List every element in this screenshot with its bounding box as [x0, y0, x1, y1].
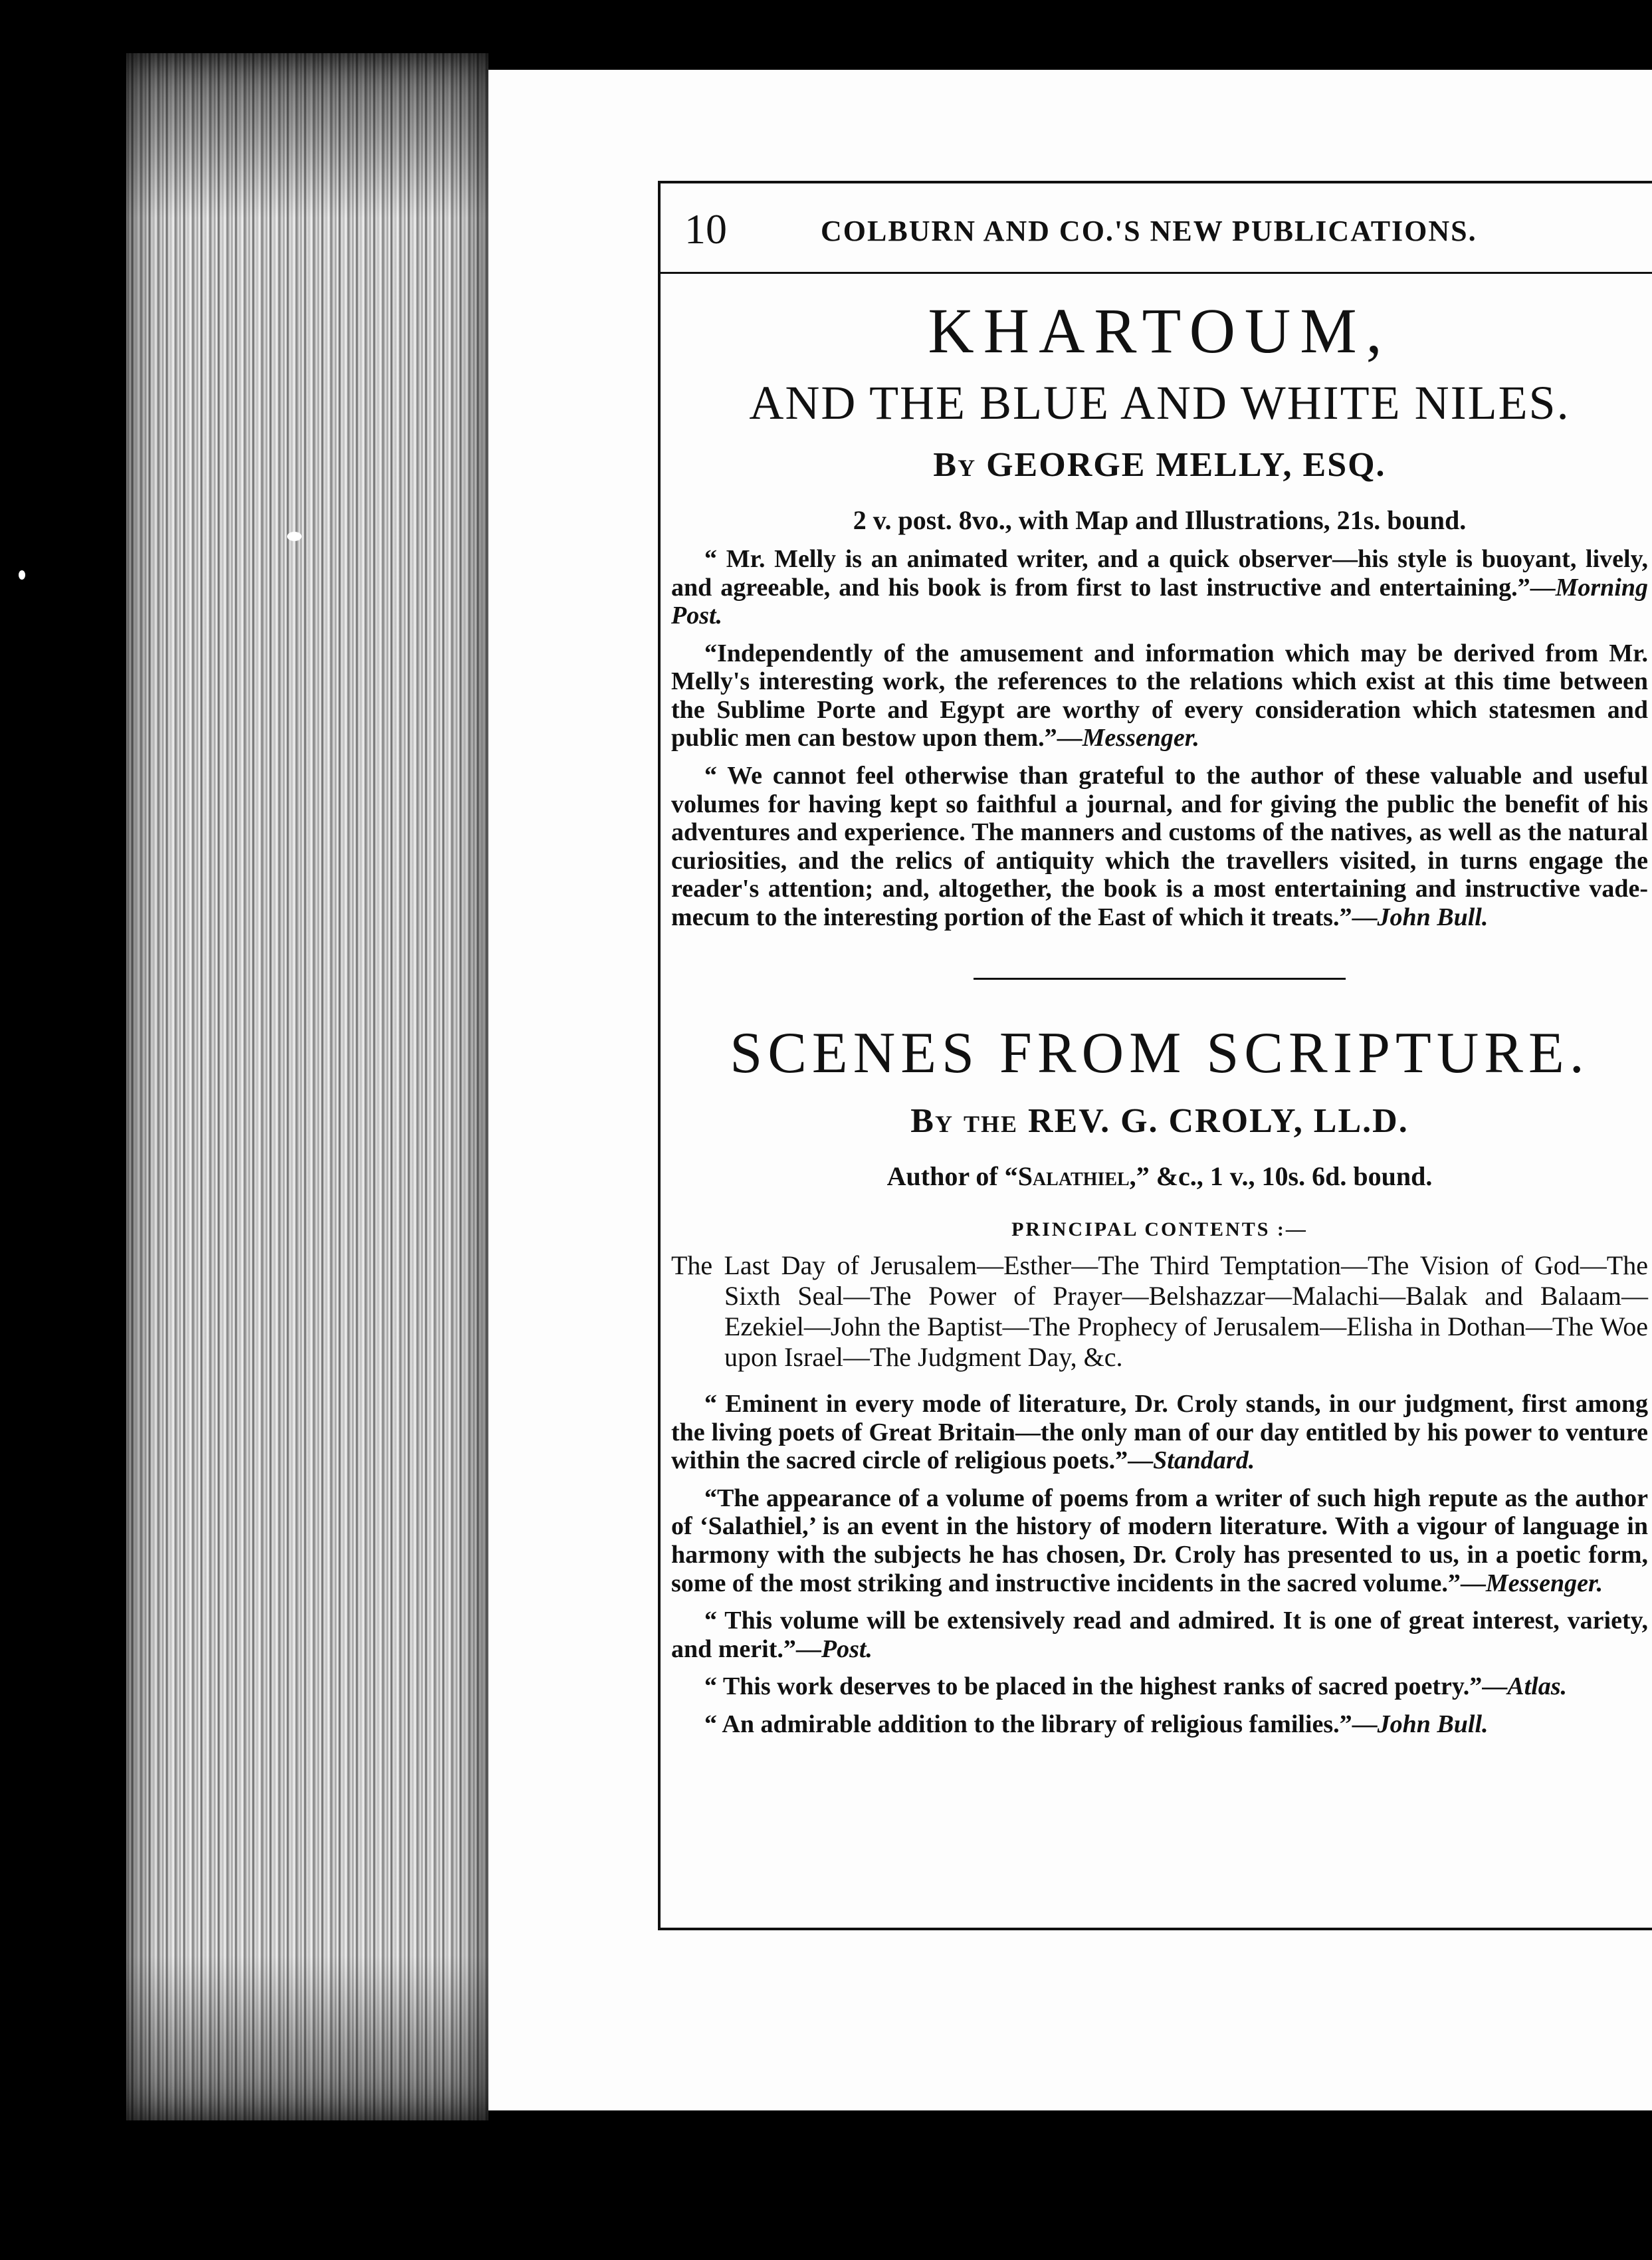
review-text: “ Mr. Melly is an animated writer, and a quick observer—his style is buoyant, lively, and agreeable, and his book is from first to last instructive and entertaining.”— — [671, 545, 1648, 602]
details-prefix: Author of “ — [886, 1161, 1018, 1192]
scan-speck — [19, 570, 25, 580]
review-text: “ This volume will be extensively read and admired. It is one of great interest, variety, and merit.”— — [671, 1607, 1648, 1663]
running-head: COLBURN AND CO.'S NEW PUBLICATIONS. — [821, 215, 1477, 247]
book-listing-scenes-from-scripture — [671, 1020, 1648, 1738]
author-name: REV. G. CROLY, LL.D. — [1028, 1102, 1409, 1141]
section-divider — [974, 978, 1346, 980]
review-text: “The appearance of a volume of poems from a writer of such high repute as the author of ‘Salathiel,’ is an event in the history of modern literature. With a vigour of language in harmony with the subjects he has chosen, Dr. Croly has presented to us, in a poetic form, some of the most striking and instructive incidents in the sacred volume.”— — [671, 1484, 1648, 1597]
page-content — [671, 292, 1648, 1738]
details-suffix: ” &c., 1 v., 10s. 6d. bound. — [1136, 1161, 1433, 1192]
review-text: “ Eminent in every mode of literature, Dr. Croly stands, in our judgment, first among the living poets of Great Britain—the only man of our day entitled by his power to venture within the sacred circle of religious poets.”— — [671, 1390, 1648, 1475]
review-quote — [671, 1607, 1648, 1663]
review-quote — [671, 762, 1648, 931]
review-quote — [671, 1390, 1648, 1475]
book-title: SCENES FROM SCRIPTURE. — [730, 1021, 1590, 1086]
review-source: Morning Post. — [671, 573, 1648, 630]
details-work-title: Salathiel, — [1017, 1161, 1136, 1192]
author-name: GEORGE MELLY, ESQ. — [986, 446, 1386, 485]
book-subtitle: AND THE BLUE AND WHITE NILES. — [749, 376, 1570, 430]
review-quote — [671, 1484, 1648, 1597]
review-source: John Bull. — [1377, 903, 1489, 931]
review-text: “ We cannot feel otherwise than grateful to the author of these valuable and useful volumes for having kept so faithful a journal, and for giving the public the benefit of his adventures and experience. The manners and customs of the natives, as well as the natural curiosities, and the relics of antiquity which the travellers visited, in turns engage the reader's attention; and, altogether, the book is a most entertaining and instructive vade-mecum to the interesting portion of the East of which it treats.”— — [671, 762, 1648, 931]
book-page-edge — [126, 53, 488, 2120]
review-text: “ This work deserves to be placed in the highest ranks of sacred poetry.”— — [704, 1672, 1508, 1701]
review-quote — [671, 639, 1648, 752]
book-byline — [671, 1101, 1648, 1141]
review-quote — [671, 1672, 1648, 1701]
review-text: “Independently of the amusement and information which may be derived from Mr. Melly's interesting work, the references to the relations which exist at this time between the Sublime Porte and Egypt are worthy of every consideration which statesmen and public men can bestow upon them.”— — [671, 639, 1648, 752]
book-details: 2 v. post. 8vo., with Map and Illustrations, 21s. bound. — [853, 505, 1467, 536]
review-text: “ An admirable addition to the library of religious families.”— — [704, 1710, 1378, 1738]
review-source: Messenger. — [1082, 724, 1199, 752]
byline-prefix: By — [933, 446, 977, 485]
review-source: Post. — [821, 1635, 873, 1663]
review-quote — [671, 545, 1648, 630]
book-details — [671, 1161, 1648, 1192]
review-source: John Bull. — [1377, 1710, 1489, 1738]
book-title: KHARTOUM, — [928, 295, 1392, 366]
review-source: Atlas. — [1507, 1672, 1568, 1701]
book-byline — [671, 445, 1648, 485]
review-source: Standard. — [1153, 1446, 1255, 1475]
page-number: 10 — [684, 205, 727, 253]
contents-heading: PRINCIPAL CONTENTS :— — [1011, 1218, 1308, 1241]
book-listing-khartoum — [671, 292, 1648, 931]
review-quote — [671, 1710, 1648, 1739]
byline-prefix: By the — [910, 1102, 1018, 1141]
contents-list: The Last Day of Jerusalem—Esther—The Third Temptation—The Vision of God—The Sixth Seal—The Power of Prayer—Belshazzar—Malachi—Balak and Balaam—Ezekiel—John the Baptist—The Prophecy of Jerusalem—Elisha in Dothan—The Woe upon Israel—The Judgment Day, &c. — [671, 1250, 1648, 1373]
page-header — [658, 181, 1652, 274]
review-source: Messenger. — [1485, 1569, 1603, 1597]
scan-speck — [287, 532, 302, 541]
